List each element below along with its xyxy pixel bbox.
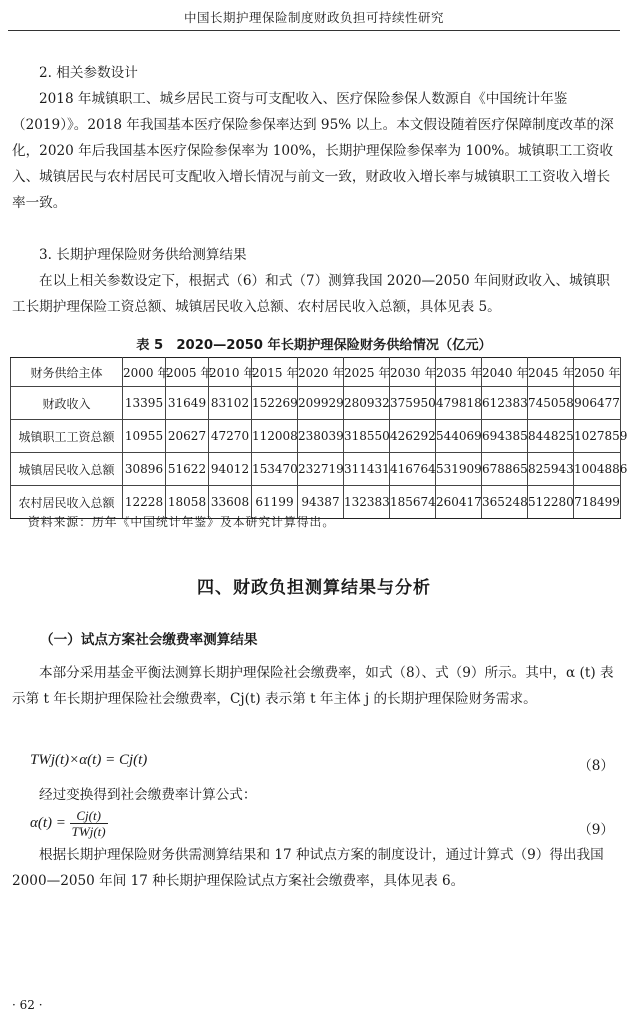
table-cell: 906477 (574, 387, 621, 420)
formula-9 (30, 808, 108, 839)
formula-9-lhs: α(t) = (30, 814, 66, 831)
table-cell: 209929 (298, 387, 344, 420)
chapter4-paragraph-2: 根据长期护理保险财务供需测算结果和 17 种试点方案的制度设计，通过计算式（9）得出我国 2000—2050 年间 17 种长期护理保险试点方案社会缴费率，具体见表 6。 (12, 847, 604, 889)
table-header-row (11, 358, 621, 387)
table-cell: 318550 (344, 420, 390, 453)
table-cell: 13395 (123, 387, 166, 420)
table-cell: 112008 (252, 420, 298, 453)
table-row (11, 453, 621, 486)
table-cell: 678865 (482, 453, 528, 486)
formula-8: TWj(t)×α(t) = Cj(t) (30, 752, 148, 768)
header-rule (8, 30, 620, 31)
section2-paragraph: 2018 年城镇职工、城乡居民工资与可支配收入、医疗保险参保人数源自《中国统计年鉴（2019）》。2018 年我国基本医疗保险参保率达到 95% 以上。本文假设随着医疗保障制度改革的深化，2020 年后我国基本医疗保险参保率为 100%，长期护理保险参保率为 100%。城镇职工工资收入、城镇居民与农村居民可支配收入增长情况与前文一致，财政收入增长率与城镇职工工资收入增长率一致。 (12, 91, 614, 211)
table-cell: 416764 (390, 453, 436, 486)
formula-9-fraction (70, 808, 108, 839)
table-cell: 844825 (528, 420, 574, 453)
table-cell: 232719 (298, 453, 344, 486)
table-row (11, 420, 621, 453)
year-header: 2040 年 (482, 358, 528, 387)
running-header: 中国长期护理保险制度财政负担可持续性研究 (183, 10, 444, 25)
table-cell: 544069 (436, 420, 482, 453)
formula-9-numerator: Cj(t) (70, 808, 108, 824)
table-cell: 51622 (166, 453, 209, 486)
table-cell: 132383 (344, 486, 390, 519)
section2-heading: 2. 相关参数设计 (39, 65, 138, 81)
formula-9-denominator: TWj(t) (71, 824, 106, 839)
table-cell: 12228 (123, 486, 166, 519)
table-cell: 531909 (436, 453, 482, 486)
table-cell: 1004886 (574, 453, 621, 486)
table-corner-header: 财务供给主体 (11, 358, 123, 387)
year-header: 2025 年 (344, 358, 390, 387)
table-source-note: 资料来源：历年《中国统计年鉴》及本研究计算得出。 (28, 515, 336, 529)
table-cell: 479818 (436, 387, 482, 420)
table-cell: 365248 (482, 486, 528, 519)
row-label: 城镇居民收入总额 (11, 453, 123, 486)
section3-paragraph: 在以上相关参数设定下，根据式（6）和式（7）测算我国 2020—2050 年间财政收入、城镇职工长期护理保险工资总额、城镇居民收入总额、农村居民收入总额，具体见表 5。 (12, 273, 610, 315)
table-cell: 825943 (528, 453, 574, 486)
equation-number-8: （8） (578, 758, 614, 774)
table-cell: 280932 (344, 387, 390, 420)
row-label: 农村居民收入总额 (11, 486, 123, 519)
year-header: 2045 年 (528, 358, 574, 387)
subsection-title: （一）试点方案社会缴费率测算结果 (40, 632, 258, 648)
year-header: 2035 年 (436, 358, 482, 387)
table-cell: 18058 (166, 486, 209, 519)
table-cell: 718499 (574, 486, 621, 519)
equation-number-9: （9） (578, 822, 614, 838)
table-cell: 83102 (209, 387, 252, 420)
table-cell: 153470 (252, 453, 298, 486)
table-cell: 152269 (252, 387, 298, 420)
chapter4-paragraph-1: 本部分采用基金平衡法测算长期护理保险社会缴费率，如式（8）、式（9）所示。其中，α (t) 表示第 t 年长期护理保险社会缴费率，Cj(t) 表示第 t 年主体 j 的长期护理保险财务需求。 (12, 665, 614, 707)
year-header: 2050 年 (574, 358, 621, 387)
formula-transition-text: 经过变换得到社会缴费率计算公式： (39, 787, 257, 803)
table-cell: 512280 (528, 486, 574, 519)
table-cell: 1027859 (574, 420, 621, 453)
table-cell: 20627 (166, 420, 209, 453)
table-cell: 426292 (390, 420, 436, 453)
row-label: 城镇职工工资总额 (11, 420, 123, 453)
table-cell: 745058 (528, 387, 574, 420)
table-cell: 30896 (123, 453, 166, 486)
table-cell: 375950 (390, 387, 436, 420)
table-cell: 61199 (252, 486, 298, 519)
year-header: 2030 年 (390, 358, 436, 387)
table-row (11, 387, 621, 420)
table-cell: 47270 (209, 420, 252, 453)
table-cell: 238039 (298, 420, 344, 453)
year-header: 2000 年 (123, 358, 166, 387)
table-cell: 10955 (123, 420, 166, 453)
year-header: 2010 年 (209, 358, 252, 387)
chapter-title: 四、财政负担测算结果与分析 (197, 578, 431, 598)
table5-caption: 表 5 2020—2050 年长期护理保险财务供给情况（亿元） (136, 338, 492, 353)
page-number: · 62 · (12, 998, 43, 1012)
table-cell: 31649 (166, 387, 209, 420)
table-cell: 33608 (209, 486, 252, 519)
table-cell: 94012 (209, 453, 252, 486)
table5 (10, 357, 628, 519)
section3-heading: 3. 长期护理保险财务供给测算结果 (39, 247, 247, 263)
row-label: 财政收入 (11, 387, 123, 420)
table-cell: 185674 (390, 486, 436, 519)
table-cell: 260417 (436, 486, 482, 519)
year-header: 2005 年 (166, 358, 209, 387)
year-header: 2020 年 (298, 358, 344, 387)
table-cell: 94387 (298, 486, 344, 519)
year-header: 2015 年 (252, 358, 298, 387)
table-cell: 694385 (482, 420, 528, 453)
table-cell: 311431 (344, 453, 390, 486)
table-cell: 612383 (482, 387, 528, 420)
